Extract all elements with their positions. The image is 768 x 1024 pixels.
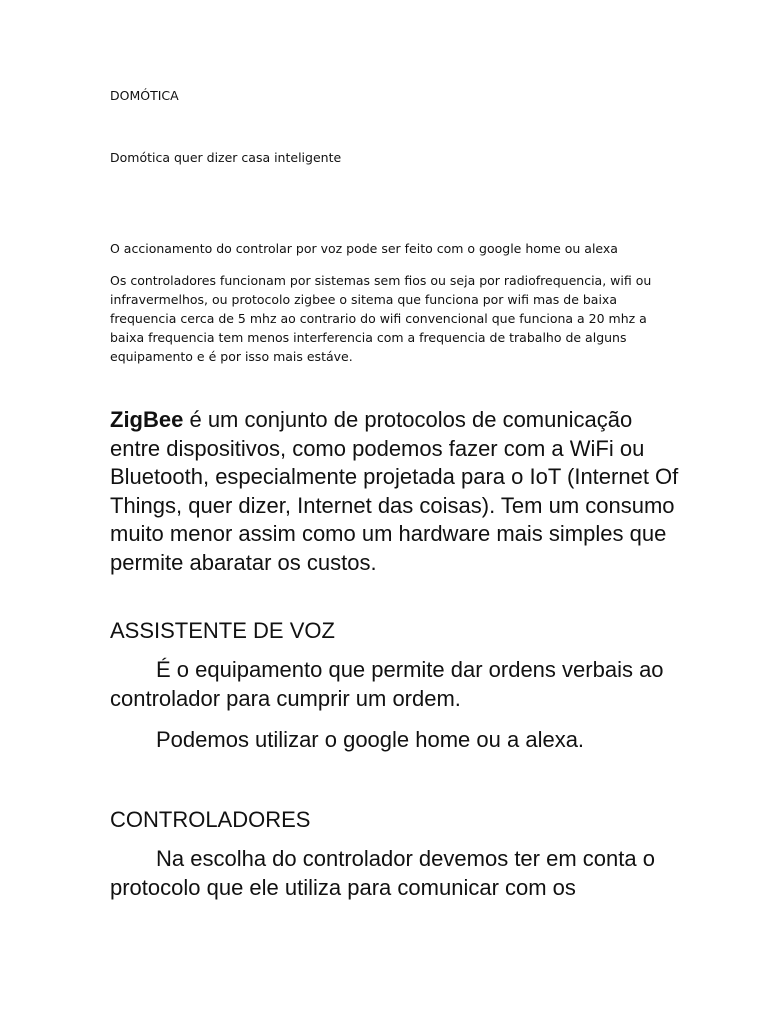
paragraph-voice-assistant-1: É o equipamento que permite dar ordens verbais ao controlador para cumprir um ordem. xyxy=(110,657,664,711)
heading-voice-assistant: ASSISTENTE DE VOZ xyxy=(110,618,335,643)
heading-controllers: CONTROLADORES xyxy=(110,807,311,832)
paragraph-zigbee xyxy=(110,406,680,577)
zigbee-text: é um conjunto de protocolos de comunicação entre dispositivos, como podemos fazer com a WiFi ou Bluetooth, especialmente projetada para o IoT (Internet Of Things, quer dizer, Internet das coisas). Tem um consumo muito menor assim como um hardware mais simples que permite abaratar os custos. xyxy=(110,407,679,575)
paragraph-voice-assistant-2: Podemos utilizar o google home ou a alexa. xyxy=(156,727,585,752)
zigbee-term: ZigBee xyxy=(110,407,184,432)
paragraph-controllers-wireless: Os controladores funcionam por sistemas sem fios ou seja por radiofrequencia, wifi ou infravermelhos, ou protocolo zigbee o sitema que funciona por wifi mas de baixa frequencia cerca de 5 mhz ao contrario do wifi convencional que funciona a 20 mhz a baixa frequencia tem menos interferencia com a frequencia de trabalho de alguns equipamento e é por isso mais estáve. xyxy=(110,273,652,364)
paragraph-voice-control: O accionamento do controlar por voz pode ser feito com o google home ou alexa xyxy=(110,241,618,256)
document-title: DOMÓTICA xyxy=(110,88,179,103)
document-subtitle: Domótica quer dizer casa inteligente xyxy=(110,150,342,165)
paragraph-controllers-1: Na escolha do controlador devemos ter em conta o protocolo que ele utiliza para comunicar com os xyxy=(110,846,655,900)
